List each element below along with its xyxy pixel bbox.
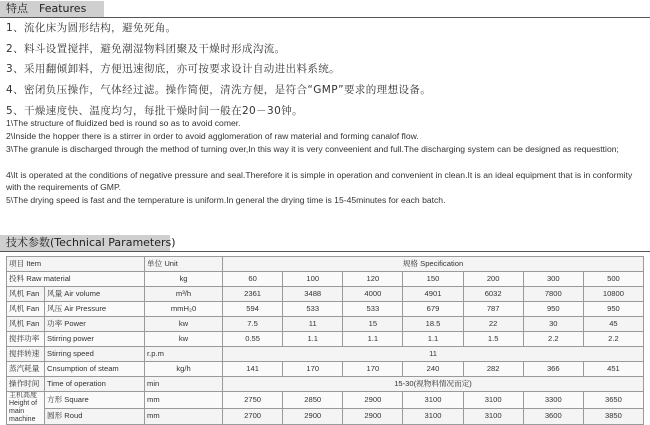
- cell: 2850: [283, 392, 343, 409]
- cell: 170: [343, 362, 403, 377]
- table-row-air-volume: [7, 287, 644, 302]
- cell: 3100: [463, 392, 523, 409]
- table-row-stirring-speed: [7, 347, 644, 362]
- table-row-height-square: [7, 392, 644, 409]
- header-spec: 规格 Specification: [223, 257, 644, 272]
- cell: 300: [523, 272, 583, 287]
- row-unit: min: [145, 377, 223, 392]
- cell-span: 15-30(视物料情况而定): [223, 377, 644, 392]
- cell: 533: [283, 302, 343, 317]
- table-row-stirring-power: [7, 332, 644, 347]
- cell: 366: [523, 362, 583, 377]
- cell: 11: [283, 317, 343, 332]
- cell: 500: [583, 272, 643, 287]
- cell: 2361: [223, 287, 283, 302]
- feature-en-2: 2\Inside the hopper there is a stirrer in order to avoid agglomeration of raw material and forming canalof flow.: [6, 131, 419, 141]
- cell: 1.5: [463, 332, 523, 347]
- row-group: 风机 Fan: [7, 317, 45, 332]
- technical-header: [0, 235, 650, 252]
- cell: 787: [463, 302, 523, 317]
- height-square-label: 方形 Square: [45, 392, 145, 409]
- table-row-steam: [7, 362, 644, 377]
- feature-zh-3: 3、采用翻倾卸料，方便迅速彻底，亦可按要求设计自动进出料系统。: [6, 63, 341, 75]
- row-label: 搅拌功率: [7, 332, 45, 347]
- cell: 18.5: [403, 317, 463, 332]
- features-title: 特点 Features: [6, 2, 87, 15]
- cell: 594: [223, 302, 283, 317]
- cell: 2900: [343, 408, 403, 425]
- height-label-zh: 主机高度: [9, 392, 37, 399]
- cell: 4901: [403, 287, 463, 302]
- table-row-height-round: [7, 408, 644, 425]
- cell: 3650: [583, 392, 643, 409]
- row-sublabel: 风压 Air Pressure: [45, 302, 145, 317]
- cell: 170: [283, 362, 343, 377]
- row-sublabel: 功率 Power: [45, 317, 145, 332]
- feature-zh-4: 4、密闭负压操作，气体经过滤。操作简便，清洗方便，是符合“GMP”要求的理想设备。: [6, 84, 432, 96]
- cell: 3600: [523, 408, 583, 425]
- row-unit: r.p.m: [145, 347, 223, 362]
- row-unit: kg: [145, 272, 223, 287]
- table-header-row: [7, 257, 644, 272]
- row-unit: mm: [145, 408, 223, 425]
- row-sublabel: Stirring power: [45, 332, 145, 347]
- cell: 3488: [283, 287, 343, 302]
- row-unit: kw: [145, 317, 223, 332]
- cell: 950: [523, 302, 583, 317]
- feature-zh-1: 1、流化床为圆形结构，避免死角。: [6, 22, 177, 34]
- cell: 1.1: [343, 332, 403, 347]
- cell: 3850: [583, 408, 643, 425]
- row-sublabel: Time of operation: [45, 377, 145, 392]
- height-round-label: 圆形 Roud: [45, 408, 145, 425]
- cell: 6032: [463, 287, 523, 302]
- cell: 141: [223, 362, 283, 377]
- height-label: [7, 392, 45, 425]
- table-row-air-pressure: [7, 302, 644, 317]
- feature-zh-2: 2、料斗设置搅拌，避免潮湿物料团聚及干燥时形成沟流。: [6, 43, 286, 55]
- cell: 200: [463, 272, 523, 287]
- feature-en-3: 3\The granule is discharged through the method of turning over,In this way it is very conveenient and full.The discharging system can be designed as requesttion;: [6, 144, 619, 154]
- cell: 533: [343, 302, 403, 317]
- cell: 30: [523, 317, 583, 332]
- cell-span: 11: [223, 347, 644, 362]
- row-sublabel: Cnsumption of steam: [45, 362, 145, 377]
- row-unit: kg/h: [145, 362, 223, 377]
- row-group: 风机 Fan: [7, 302, 45, 317]
- table-row-power: [7, 317, 644, 332]
- cell: 2900: [283, 408, 343, 425]
- cell: 4000: [343, 287, 403, 302]
- cell: 282: [463, 362, 523, 377]
- row-unit: mmH₂0: [145, 302, 223, 317]
- cell: 240: [403, 362, 463, 377]
- technical-parameters-table: [6, 256, 644, 425]
- cell: 45: [583, 317, 643, 332]
- cell: 7.5: [223, 317, 283, 332]
- cell: 3300: [523, 392, 583, 409]
- feature-en-4: 4\It is operated at the conditions of negative pressure and seal.Therefore it is simple in operation and convenient in clean.It is an ideal equipment that is in conformity with the requirements of GMP.: [6, 170, 633, 192]
- row-unit: m³/h: [145, 287, 223, 302]
- header-unit: 单位 Unit: [145, 257, 223, 272]
- cell: 0.55: [223, 332, 283, 347]
- cell: 2.2: [523, 332, 583, 347]
- cell: 451: [583, 362, 643, 377]
- cell: 100: [283, 272, 343, 287]
- row-label: 蒸汽耗量: [7, 362, 45, 377]
- row-sublabel: Stirring speed: [45, 347, 145, 362]
- cell: 950: [583, 302, 643, 317]
- row-label: 搅拌转速: [7, 347, 45, 362]
- cell: 1.1: [283, 332, 343, 347]
- header-item: 项目 Item: [7, 257, 145, 272]
- cell: 15: [343, 317, 403, 332]
- cell: 2750: [223, 392, 283, 409]
- cell: 1.1: [403, 332, 463, 347]
- cell: 150: [403, 272, 463, 287]
- features-header: [0, 1, 650, 18]
- cell: 2700: [223, 408, 283, 425]
- row-label: 操作时间: [7, 377, 45, 392]
- cell: 22: [463, 317, 523, 332]
- cell: 10800: [583, 287, 643, 302]
- table-row-operation-time: [7, 377, 644, 392]
- cell: 3100: [403, 408, 463, 425]
- feature-zh-5: 5、干燥速度快、温度均匀，每批干燥时间一般在20－30钟。: [6, 105, 304, 117]
- feature-en-5: 5\The drying speed is fast and the temperature is uniform.In general the drying time is 15-45minutes for each batch.: [6, 195, 446, 205]
- row-sublabel: 风量 Air volume: [45, 287, 145, 302]
- cell: 2900: [343, 392, 403, 409]
- cell: 679: [403, 302, 463, 317]
- cell: 7800: [523, 287, 583, 302]
- cell: 120: [343, 272, 403, 287]
- technical-title: 技术参数(Technical Parameters): [6, 236, 176, 249]
- cell: 60: [223, 272, 283, 287]
- row-unit: mm: [145, 392, 223, 409]
- row-unit: kw: [145, 332, 223, 347]
- row-group: 风机 Fan: [7, 287, 45, 302]
- cell: 2.2: [583, 332, 643, 347]
- height-label-en: Height of main machine: [9, 400, 38, 423]
- row-label: 投料 Raw material: [7, 272, 145, 287]
- cell: 3100: [403, 392, 463, 409]
- table-row-raw-material: [7, 272, 644, 287]
- cell: 3100: [463, 408, 523, 425]
- feature-en-1: 1\The structure of fluidized bed is round so as to avoid comer.: [6, 118, 241, 128]
